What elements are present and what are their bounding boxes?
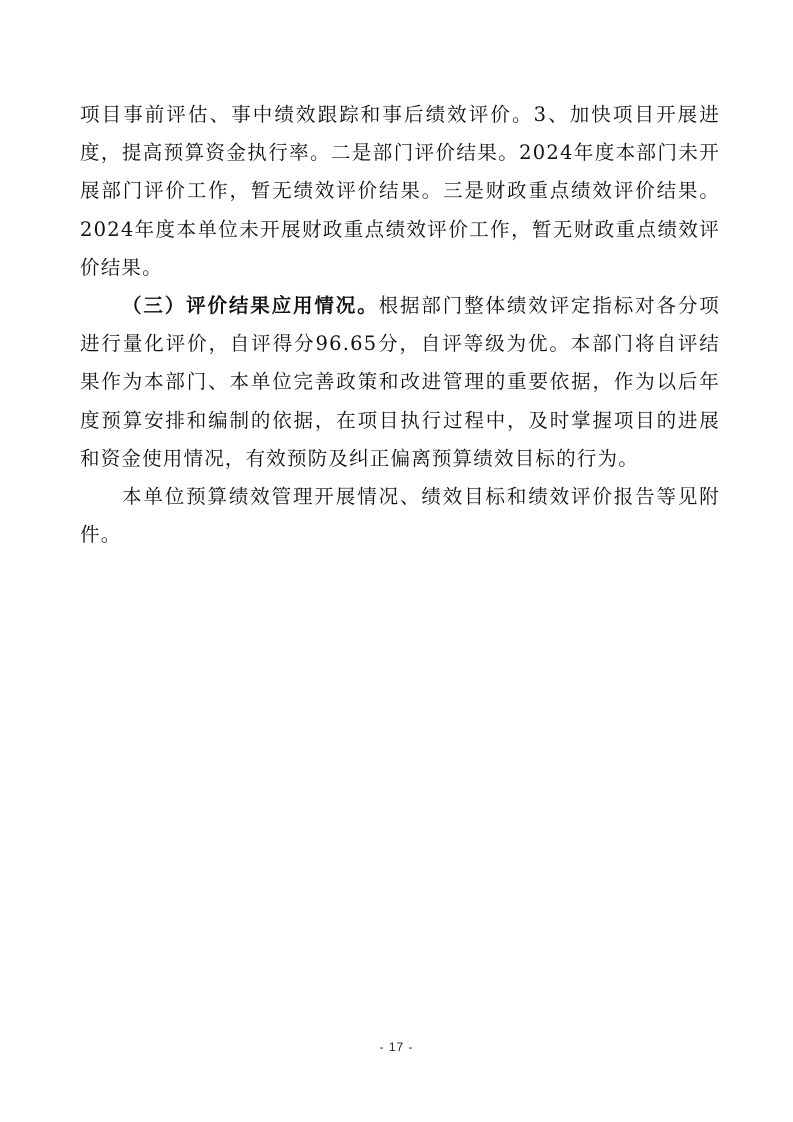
paragraph-attachment-note-text: 本单位预算绩效管理开展情况、绩效目标和绩效评价报告等见附件。 xyxy=(80,485,720,547)
paragraph-results-application-text: 根据部门整体绩效评定指标对各分项进行量化评价，自评得分96.65分，自评等级为优。本部门将自评结果作为本部门、本单位完善政策和改进管理的重要依据，作为以后年度预算安排和编制的依据，在项目执行过程中，及时掌握项目的进展和资金使用情况，有效预防及纠正偏离预算绩效目标的行为。 xyxy=(80,294,720,470)
body-text xyxy=(80,96,720,554)
paragraph-results-application xyxy=(80,287,720,478)
paragraph-evaluation-results xyxy=(80,96,720,287)
section-heading-results-application: （三）评价结果应用情况。 xyxy=(122,294,379,318)
paragraph-attachment-note xyxy=(80,478,720,554)
page-number: - 17 - xyxy=(379,1040,414,1054)
paragraph-evaluation-results-text: 项目事前评估、事中绩效跟踪和事后绩效评价。3、加快项目开展进度，提高预算资金执行率。二是部门评价结果。2024年度本部门未开展部门评价工作，暂无绩效评价结果。三是财政重点绩效评价结果。2024年度本单位未开展财政重点绩效评价工作，暂无财政重点绩效评价结果。 xyxy=(80,103,720,279)
